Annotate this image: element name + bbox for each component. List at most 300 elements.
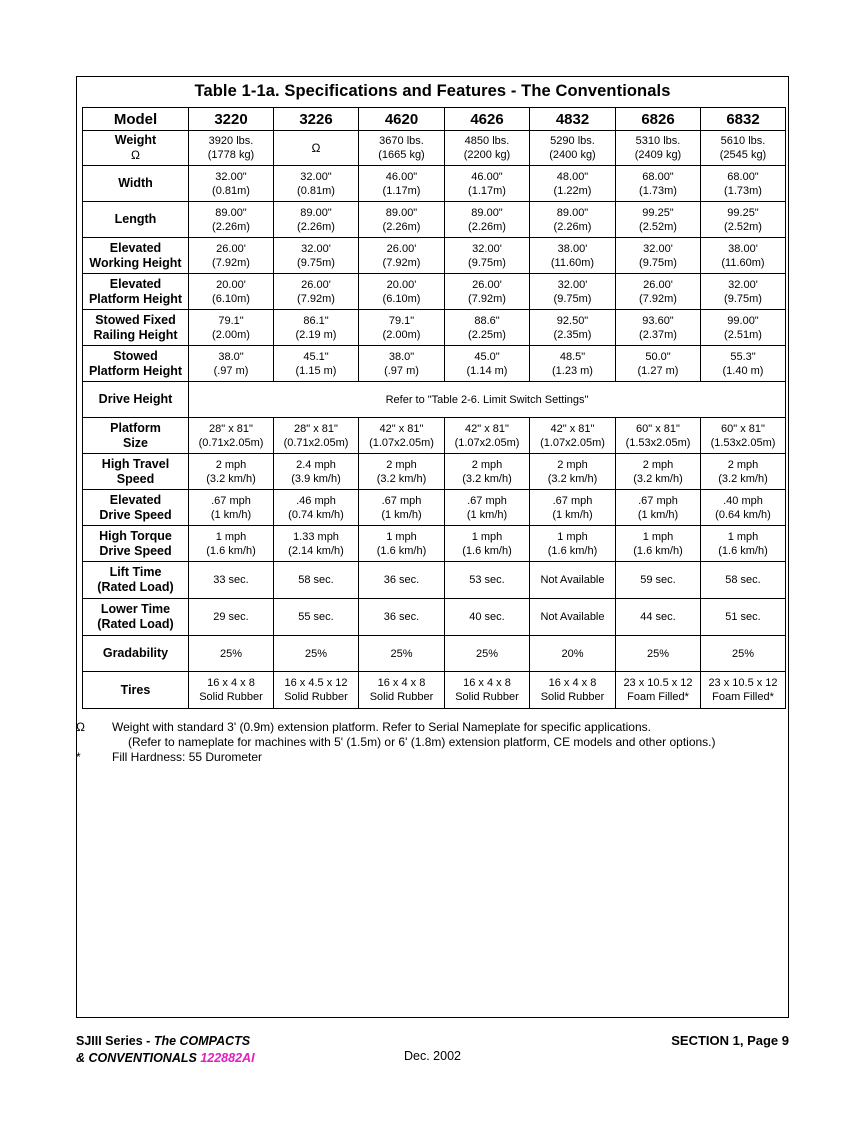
cell-line: 36 sec. xyxy=(383,574,420,586)
spec-table xyxy=(82,107,786,709)
table-cell xyxy=(274,166,359,202)
cell-line: 25% xyxy=(731,647,755,660)
table-cell xyxy=(445,672,530,709)
cell-line: (1665 kg) xyxy=(378,149,425,161)
cell-line: 28" x 81" xyxy=(294,422,338,435)
table-cell xyxy=(530,672,616,709)
cell-line: 86.1" xyxy=(303,314,329,327)
table-cell xyxy=(189,202,274,238)
row-label xyxy=(83,131,189,166)
row-label-line: (Rated Load) xyxy=(97,617,174,631)
row-label xyxy=(83,636,189,672)
table-cell xyxy=(616,454,701,490)
cell-line: 42" x 81" xyxy=(465,422,509,435)
table-cell xyxy=(530,274,616,310)
cell-line: (0.81m) xyxy=(212,184,250,197)
omega-note-line1: Weight with standard 3' (0.9m) extension platform. Refer to Serial Nameplate for specific applications. xyxy=(112,720,651,734)
cell-line: (2.00m) xyxy=(212,328,250,341)
table-cell xyxy=(701,672,786,709)
cell-line: (3.2 km/h) xyxy=(376,472,427,485)
cell-line: 32.00' xyxy=(301,242,331,255)
cell-line: (1.17m) xyxy=(382,184,421,197)
cell-line: 20.00' xyxy=(216,278,246,291)
cell-line: 2 mph xyxy=(727,458,759,471)
cell-line: 89.00" xyxy=(300,206,332,219)
table-cell xyxy=(189,599,274,636)
table-cell xyxy=(189,346,274,382)
table-cell xyxy=(445,166,530,202)
table-cell xyxy=(189,131,274,166)
header-row xyxy=(83,108,786,131)
footer-date: Dec. 2002 xyxy=(404,1049,461,1063)
table-row xyxy=(83,454,786,490)
row-label-line: Size xyxy=(122,435,148,450)
star-note-text: Fill Hardness: 55 Durometer xyxy=(112,750,263,764)
cell-line: 2.4 mph xyxy=(296,458,336,471)
header-model-4620: 4620 xyxy=(359,108,445,131)
table-cell xyxy=(701,526,786,562)
cell-line: (3.9 km/h) xyxy=(291,472,341,485)
cell-line: (0.74 km/h) xyxy=(288,508,344,521)
header-model-4832: 4832 xyxy=(530,108,616,131)
table-cell xyxy=(189,418,274,454)
table-cell xyxy=(616,418,701,454)
cell-line: (7.92m) xyxy=(639,292,677,305)
cell-line: Solid Rubber xyxy=(455,691,519,703)
row-label xyxy=(83,310,189,346)
header-model-label: Model xyxy=(83,108,189,131)
cell-line: 33 sec. xyxy=(213,574,249,586)
cell-line: (.97 m) xyxy=(213,364,249,377)
cell-line: (1.15 m) xyxy=(295,364,337,377)
row-label-line: Railing Height xyxy=(93,327,178,342)
table-cell xyxy=(530,166,616,202)
row-label-line: Platform xyxy=(110,420,161,435)
cell-line: 99.25" xyxy=(727,206,759,219)
cell-line: (11.60m) xyxy=(721,256,765,269)
cell-line: 55.3" xyxy=(730,350,756,363)
cell-line: 58 sec. xyxy=(298,574,334,586)
cell-line: (0.81m) xyxy=(297,184,335,197)
row-label xyxy=(83,202,189,238)
table-cell xyxy=(359,131,445,166)
table-row xyxy=(83,382,786,418)
footnotes xyxy=(76,720,800,765)
cell-line: (1 km/h) xyxy=(381,508,422,521)
table-row xyxy=(83,526,786,562)
cell-line: (1 km/h) xyxy=(466,508,508,521)
star-symbol: * xyxy=(76,750,81,764)
cell-line: (2200 kg) xyxy=(463,149,511,161)
footer-line2: & CONVENTIONALS xyxy=(76,1051,197,1065)
star-note xyxy=(76,750,796,765)
table-cell xyxy=(530,131,616,166)
footer-series-prefix: SJIII Series - xyxy=(76,1034,154,1048)
cell-line: 2 mph xyxy=(386,458,417,471)
row-label-line: Elevated xyxy=(109,276,162,291)
cell-line: (1 km/h) xyxy=(210,508,252,521)
cell-line: (2.19 m) xyxy=(295,328,337,341)
cell-line: 38.0" xyxy=(388,350,415,363)
table-cell xyxy=(274,490,359,526)
table-row xyxy=(83,418,786,454)
page-frame xyxy=(76,76,789,1018)
cell-line: (3.2 km/h) xyxy=(547,472,598,485)
table-cell xyxy=(359,346,445,382)
table-cell xyxy=(445,202,530,238)
cell-line: Solid Rubber xyxy=(369,691,434,703)
row-label-line: Elevated xyxy=(109,240,162,255)
table-row xyxy=(83,636,786,672)
row-label xyxy=(83,454,189,490)
table-cell xyxy=(359,636,445,672)
cell-line: 36 sec. xyxy=(383,611,420,623)
cell-line: Solid Rubber xyxy=(540,691,605,703)
table-cell xyxy=(616,562,701,599)
cell-line: 5610 lbs. xyxy=(720,135,766,147)
cell-line: (1778 kg) xyxy=(207,149,255,161)
table-cell xyxy=(616,166,701,202)
cell-line: (9.75m) xyxy=(297,256,335,269)
cell-line: (2.26m) xyxy=(382,220,421,233)
row-label-line: High Torque xyxy=(99,528,172,543)
cell-line: 20.00' xyxy=(386,278,417,291)
cell-line: 89.00" xyxy=(556,206,589,219)
row-label xyxy=(83,490,189,526)
table-cell xyxy=(189,166,274,202)
table-cell xyxy=(701,599,786,636)
cell-line: 16 x 4.5 x 12 xyxy=(284,677,348,689)
row-label-line: Width xyxy=(118,176,153,190)
cell-line: 89.00" xyxy=(471,206,503,219)
table-row xyxy=(83,490,786,526)
table-cell xyxy=(701,346,786,382)
cell-line: 99.25" xyxy=(642,206,674,219)
footer-series xyxy=(76,1033,255,1067)
cell-line: 1 mph xyxy=(557,530,588,543)
cell-line: 16 x 4 x 8 xyxy=(207,677,255,689)
cell-line: 2 mph xyxy=(215,458,247,471)
header-model-6832: 6832 xyxy=(701,108,786,131)
cell-line: 45.0" xyxy=(474,350,500,363)
cell-line: (1.6 km/h) xyxy=(547,544,598,557)
cell-line: (1.07x2.05m) xyxy=(540,436,605,449)
cell-line: 3670 lbs. xyxy=(379,135,424,147)
table-cell xyxy=(616,310,701,346)
table-row xyxy=(83,562,786,599)
cell-line: 99.00" xyxy=(727,314,759,327)
table-cell xyxy=(445,562,530,599)
row-label xyxy=(83,418,189,454)
table-cell xyxy=(274,418,359,454)
table-cell xyxy=(701,454,786,490)
cell-line: 51 sec. xyxy=(725,611,761,623)
cell-line: (9.75m) xyxy=(639,256,677,269)
table-cell xyxy=(701,238,786,274)
table-cell xyxy=(274,672,359,709)
footer-series-italic: The COMPACTS xyxy=(153,1034,251,1048)
table-cell xyxy=(359,562,445,599)
cell-line: .40 mph xyxy=(723,494,763,507)
table-cell xyxy=(616,672,701,709)
table-cell xyxy=(701,418,786,454)
table-cell xyxy=(530,346,616,382)
table-cell xyxy=(189,672,274,709)
table-cell xyxy=(189,274,274,310)
table-cell xyxy=(274,454,359,490)
cell-line: Solid Rubber xyxy=(284,691,348,703)
table-cell xyxy=(359,526,445,562)
cell-line: (1 km/h) xyxy=(637,508,679,521)
table-cell xyxy=(530,310,616,346)
cell-line: 89.00" xyxy=(215,206,247,219)
cell-line: 32.00' xyxy=(557,278,588,291)
cell-line: 45.1" xyxy=(303,350,329,363)
cell-line: 32.00" xyxy=(215,170,247,183)
cell-line: 38.0" xyxy=(218,350,244,363)
header-model-6826: 6826 xyxy=(616,108,701,131)
table-cell xyxy=(701,310,786,346)
row-label-line: Drive Height xyxy=(98,392,173,406)
table-row xyxy=(83,166,786,202)
cell-line: (1.07x2.05m) xyxy=(369,436,434,449)
row-label-line: Weight xyxy=(114,133,157,147)
cell-line: 23 x 10.5 x 12 xyxy=(623,677,693,689)
omega-symbol: Ω xyxy=(76,720,85,734)
table-cell xyxy=(359,672,445,709)
cell-line: 1 mph xyxy=(471,530,503,543)
table-cell xyxy=(189,454,274,490)
cell-line: 79.1" xyxy=(218,314,244,327)
table-cell xyxy=(530,526,616,562)
table-cell xyxy=(701,166,786,202)
cell-line: .67 mph xyxy=(638,494,678,507)
table-cell xyxy=(189,526,274,562)
cell-line: 32.00' xyxy=(472,242,502,255)
cell-line: 5290 lbs. xyxy=(550,135,595,147)
cell-line: (6.10m) xyxy=(212,292,250,305)
table-cell xyxy=(530,202,616,238)
cell-line: (1.73m) xyxy=(724,184,762,197)
table-row xyxy=(83,599,786,636)
table-row xyxy=(83,131,786,166)
cell-line: 26.00' xyxy=(301,278,331,291)
table-cell xyxy=(530,636,616,672)
cell-line: 1 mph xyxy=(386,530,417,543)
cell-line: 16 x 4 x 8 xyxy=(377,677,426,689)
cell-line: (3.2 km/h) xyxy=(633,472,683,485)
cell-line: 42" x 81" xyxy=(550,422,595,435)
cell-line: 40 sec. xyxy=(469,611,505,623)
table-cell xyxy=(445,274,530,310)
table-cell xyxy=(530,454,616,490)
cell-line: (2400 kg) xyxy=(549,149,596,161)
table-cell xyxy=(274,238,359,274)
table-cell xyxy=(616,526,701,562)
table-cell xyxy=(445,636,530,672)
table-cell xyxy=(530,490,616,526)
table-row xyxy=(83,202,786,238)
cell-line: 32.00' xyxy=(728,278,758,291)
row-label xyxy=(83,672,189,709)
row-label-line: Platform Height xyxy=(88,291,183,306)
cell-line: (2.52m) xyxy=(724,220,762,233)
table-cell xyxy=(274,310,359,346)
table-cell xyxy=(189,310,274,346)
cell-line: Solid Rubber xyxy=(199,691,263,703)
row-label-line: Stowed xyxy=(113,348,158,363)
row-label-line: Drive Speed xyxy=(99,507,172,522)
row-label-line: Working Height xyxy=(89,255,182,270)
cell-line: 48.00" xyxy=(556,170,589,183)
cell-line: (9.75m) xyxy=(553,292,592,305)
cell-line: 38.00' xyxy=(557,242,588,255)
cell-line: (2.37m) xyxy=(639,328,677,341)
table-cell xyxy=(616,238,701,274)
cell-line: .67 mph xyxy=(381,494,422,507)
cell-line: 26.00' xyxy=(643,278,673,291)
cell-line: (1.6 km/h) xyxy=(633,544,683,557)
table-cell xyxy=(445,454,530,490)
cell-line: 25% xyxy=(475,647,499,660)
cell-line: 1 mph xyxy=(215,530,247,543)
table-cell xyxy=(701,490,786,526)
cell-line: 68.00" xyxy=(642,170,674,183)
table-cell xyxy=(616,490,701,526)
row-label-line: Drive Speed xyxy=(99,543,172,558)
table-cell xyxy=(274,599,359,636)
table-row xyxy=(83,672,786,709)
table-cell xyxy=(445,418,530,454)
cell-line: Not Available xyxy=(540,574,605,586)
table-cell xyxy=(445,346,530,382)
header-model-3220: 3220 xyxy=(189,108,274,131)
row-label xyxy=(83,166,189,202)
cell-line: 26.00' xyxy=(216,242,246,255)
table-cell xyxy=(274,202,359,238)
row-label-line: Length xyxy=(114,212,157,226)
cell-line: (1.23 m) xyxy=(552,364,593,377)
cell-line: .67 mph xyxy=(552,494,593,507)
span-cell: Refer to "Table 2-6. Limit Switch Settings" xyxy=(189,382,786,418)
cell-line: 89.00" xyxy=(385,206,418,219)
cell-line: Foam Filled* xyxy=(712,691,774,703)
cell-line: (1.27 m) xyxy=(637,364,679,377)
table-cell xyxy=(359,274,445,310)
row-label-line: High Travel xyxy=(101,456,170,471)
cell-line: 20% xyxy=(561,647,584,660)
table-row xyxy=(83,238,786,274)
cell-line: 79.1" xyxy=(388,314,415,327)
cell-line: (2545 kg) xyxy=(719,149,767,161)
row-label xyxy=(83,526,189,562)
cell-line: (1.40 m) xyxy=(722,364,764,377)
cell-line: (0.71x2.05m) xyxy=(283,436,349,449)
cell-line: 25% xyxy=(646,647,670,660)
table-cell xyxy=(616,636,701,672)
footer-section: SECTION 1, Page 9 xyxy=(671,1033,789,1048)
row-label-line: Platform Height xyxy=(88,363,183,378)
cell-line: (3.2 km/h) xyxy=(206,472,256,485)
table-cell xyxy=(274,274,359,310)
table-cell xyxy=(701,562,786,599)
cell-line: 28" x 81" xyxy=(209,422,253,435)
cell-line: 68.00" xyxy=(727,170,759,183)
cell-line: (1.07x2.05m) xyxy=(454,436,520,449)
cell-line: 3920 lbs. xyxy=(208,135,254,147)
cell-line: 44 sec. xyxy=(640,611,676,623)
header-model-4626: 4626 xyxy=(445,108,530,131)
table-row xyxy=(83,310,786,346)
table-cell xyxy=(616,274,701,310)
cell-line: (1.17m) xyxy=(468,184,506,197)
cell-line: (1 km/h) xyxy=(552,508,593,521)
row-label-line: Elevated xyxy=(109,492,162,507)
table-cell xyxy=(359,310,445,346)
cell-line: (7.92m) xyxy=(468,292,506,305)
cell-line: (2.26m) xyxy=(553,220,592,233)
cell-line: 59 sec. xyxy=(640,574,676,586)
table-cell xyxy=(616,131,701,166)
cell-line: 25% xyxy=(219,647,243,660)
row-label-line: Gradability xyxy=(102,646,169,660)
table-cell xyxy=(359,454,445,490)
part-number: 122882AI xyxy=(200,1051,255,1065)
row-label xyxy=(83,562,189,599)
cell-line: Ω xyxy=(311,141,321,155)
row-label xyxy=(83,382,189,418)
table-cell xyxy=(616,599,701,636)
cell-line: 25% xyxy=(304,647,328,660)
cell-line: (9.75m) xyxy=(724,292,762,305)
cell-line: (7.92m) xyxy=(297,292,335,305)
table-cell xyxy=(359,238,445,274)
table-cell xyxy=(274,526,359,562)
row-label xyxy=(83,599,189,636)
cell-line: .67 mph xyxy=(211,494,251,507)
row-label-line: Lift Time xyxy=(109,565,162,579)
table-cell xyxy=(445,490,530,526)
table-cell xyxy=(189,238,274,274)
cell-line: (11.60m) xyxy=(550,256,595,269)
row-label xyxy=(83,346,189,382)
table-cell xyxy=(701,131,786,166)
table-cell xyxy=(445,526,530,562)
cell-line: 46.00" xyxy=(385,170,418,183)
cell-line: 58 sec. xyxy=(725,574,761,586)
table-cell xyxy=(359,166,445,202)
table-cell xyxy=(616,346,701,382)
cell-line: 60" x 81" xyxy=(636,422,680,435)
cell-line: 88.6" xyxy=(474,314,500,327)
table-row xyxy=(83,274,786,310)
table-cell xyxy=(445,599,530,636)
table-cell xyxy=(445,131,530,166)
cell-line: (.97 m) xyxy=(384,364,419,377)
row-label-line: Speed xyxy=(116,471,155,486)
cell-line: 32.00' xyxy=(643,242,673,255)
cell-line: 50.0" xyxy=(645,350,671,363)
cell-line: .67 mph xyxy=(467,494,507,507)
table-cell xyxy=(359,202,445,238)
cell-line: (2.00m) xyxy=(382,328,421,341)
cell-line: (2.35m) xyxy=(553,328,592,341)
table-cell xyxy=(530,599,616,636)
cell-line: 2 mph xyxy=(471,458,503,471)
cell-line: Foam Filled* xyxy=(627,691,689,703)
cell-line: 42" x 81" xyxy=(379,422,424,435)
cell-line: 5310 lbs. xyxy=(635,135,681,147)
